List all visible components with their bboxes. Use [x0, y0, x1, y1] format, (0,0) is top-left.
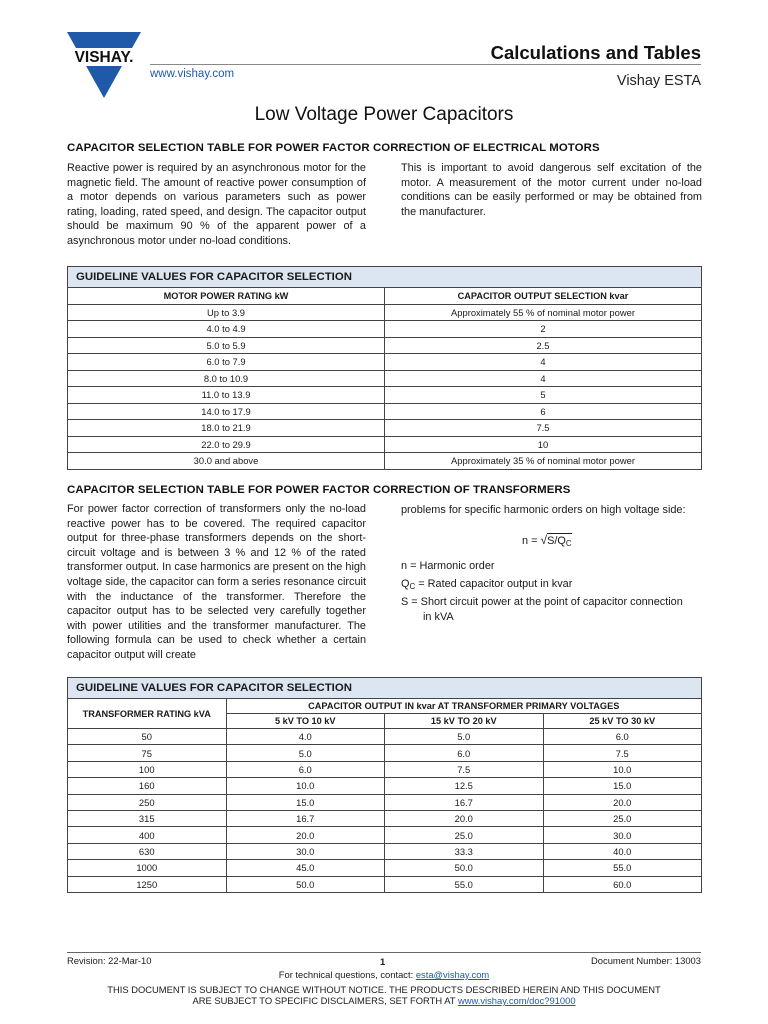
page-number: 1 — [380, 956, 386, 967]
table-cell: 5.0 to 5.9 — [68, 337, 385, 354]
qc-sub: C — [409, 582, 416, 591]
table-row — [68, 337, 702, 354]
table-cell: 22.0 to 29.9 — [68, 436, 385, 453]
column-header: 5 kV TO 10 kV — [226, 714, 385, 729]
transformers-paragraph-right: problems for specific harmonic orders on high voltage side: — [401, 504, 686, 516]
contact-prefix: For technical questions, contact: — [278, 969, 416, 980]
table-cell: 30.0 — [226, 843, 385, 859]
table-cell: 25.0 — [543, 810, 702, 826]
table-row — [68, 745, 702, 761]
table-cell: 50.0 — [385, 860, 544, 876]
harmonic-formula — [522, 533, 572, 548]
table-cell: 20.0 — [226, 827, 385, 843]
disclaimer-line-2 — [0, 995, 768, 1006]
contact-email-link[interactable]: esta@vishay.com — [415, 969, 490, 980]
table-cell: 10.0 — [226, 778, 385, 794]
table-cell: 45.0 — [226, 860, 385, 876]
table-cell: 8.0 to 10.9 — [68, 370, 385, 387]
table-cell: 160 — [68, 778, 227, 794]
disclaimer-link[interactable]: www.vishay.com/doc?91000 — [457, 995, 576, 1006]
column-header: 25 kV TO 30 kV — [543, 714, 702, 729]
table-cell: 7.5 — [543, 745, 702, 761]
qc-symbol: Q — [401, 578, 410, 590]
section-heading-transformers: CAPACITOR SELECTION TABLE FOR POWER FACTOR CORRECTION OF TRANSFORMERS — [67, 484, 571, 496]
qc-text: = Rated capacitor output in kvar — [415, 578, 573, 590]
header-subtitle: Vishay ESTA — [616, 73, 701, 89]
revision-date: Revision: 22-Mar-10 — [67, 955, 152, 966]
table-cell: 14.0 to 17.9 — [68, 403, 385, 420]
table-cell: 4.0 to 4.9 — [68, 321, 385, 338]
formula-lhs: n = — [522, 535, 538, 547]
table-row — [68, 761, 702, 777]
table-cell: 16.7 — [385, 794, 544, 810]
disclaimer-prefix: ARE SUBJECT TO SPECIFIC DISCLAIMERS, SET FORTH AT — [192, 995, 458, 1006]
document-title: Low Voltage Power Capacitors — [254, 104, 514, 125]
table-row — [68, 403, 702, 420]
table-row — [68, 436, 702, 453]
column-group-header: CAPACITOR OUTPUT IN kvar AT TRANSFORMER PRIMARY VOLTAGES — [226, 699, 702, 714]
table-cell: 33.3 — [385, 843, 544, 859]
table-cell: 20.0 — [385, 810, 544, 826]
table-cell: 2 — [385, 321, 702, 338]
table-cell: 4.0 — [226, 729, 385, 745]
vishay-logo — [65, 24, 143, 100]
table-cell: 30.0 — [543, 827, 702, 843]
table-cell: 55.0 — [543, 860, 702, 876]
table-row — [68, 453, 702, 470]
header-rule — [150, 64, 701, 65]
table-cell: 7.5 — [385, 420, 702, 437]
table-cell: 100 — [68, 761, 227, 777]
table-cell: Up to 3.9 — [68, 304, 385, 321]
table-row — [68, 321, 702, 338]
table-row — [68, 843, 702, 859]
transformer-capacitor-table — [67, 677, 702, 893]
definition-s: S = Short circuit power at the point of capacitor connection — [401, 596, 683, 608]
header-title: Calculations and Tables — [490, 42, 701, 63]
definition-s-cont: in kVA — [423, 611, 454, 623]
contact-line — [0, 969, 768, 980]
motors-paragraph-right: This is important to avoid dangerous self excitation of the motor. A measurement of the motor current under no-load conditions can be easily performed or may be obtained from the manufacturer. — [401, 162, 702, 218]
table-cell: 5 — [385, 387, 702, 404]
table-row — [68, 860, 702, 876]
definition-n: n = Harmonic order — [401, 560, 495, 572]
table-cell: 1250 — [68, 876, 227, 892]
table-cell: 12.5 — [385, 778, 544, 794]
table-row — [68, 420, 702, 437]
table-cell: 25.0 — [385, 827, 544, 843]
table-row — [68, 354, 702, 371]
table-row — [68, 387, 702, 404]
table-row — [68, 810, 702, 826]
table-cell: 55.0 — [385, 876, 544, 892]
table-cell: 250 — [68, 794, 227, 810]
table-caption: GUIDELINE VALUES FOR CAPACITOR SELECTION — [68, 678, 702, 699]
table-cell: 315 — [68, 810, 227, 826]
table-cell: 50.0 — [226, 876, 385, 892]
column-header: 15 kV TO 20 kV — [385, 714, 544, 729]
table-cell: Approximately 35 % of nominal motor power — [385, 453, 702, 470]
table-cell: 1000 — [68, 860, 227, 876]
table-cell: 20.0 — [543, 794, 702, 810]
table-cell: 11.0 to 13.9 — [68, 387, 385, 404]
table-row — [68, 304, 702, 321]
table-cell: 6.0 — [385, 745, 544, 761]
table-cell: 30.0 and above — [68, 453, 385, 470]
transformers-paragraph-left: For power factor correction of transformers only the no-load reactive power has to be covered. The required capacitor output for three-phase transformers depends on the short-circuit voltage and is between 3 % and 12 % of the rated transformer output. In case harmonics are present on the high voltage side, the capacitor can form a series resonance circuit with the inductance of the transformer. Therefore the capacitor output has to be selected very carefully together with power utilities and the transformer manufacturer. The following formula can be used to check whether a certain capacitor output will create — [67, 503, 366, 661]
table-cell: 6 — [385, 403, 702, 420]
website-link[interactable]: www.vishay.com — [150, 68, 235, 80]
definition-qc — [401, 578, 572, 591]
section-heading-motors: CAPACITOR SELECTION TABLE FOR POWER FACTOR CORRECTION OF ELECTRICAL MOTORS — [67, 142, 600, 154]
table-row — [68, 370, 702, 387]
sqrt-symbol: √ — [540, 533, 548, 547]
motor-capacitor-table — [67, 266, 702, 470]
table-cell: 5.0 — [226, 745, 385, 761]
table-cell: 7.5 — [385, 761, 544, 777]
table-cell: 10.0 — [543, 761, 702, 777]
table-row — [68, 778, 702, 794]
table-cell: 630 — [68, 843, 227, 859]
table-cell: 2.5 — [385, 337, 702, 354]
column-header: TRANSFORMER RATING kVA — [68, 699, 227, 729]
footer-rule — [67, 952, 701, 953]
table-cell: 15.0 — [543, 778, 702, 794]
column-header: CAPACITOR OUTPUT SELECTION kvar — [385, 288, 702, 305]
document-number: Document Number: 13003 — [591, 955, 701, 966]
table-row — [68, 794, 702, 810]
table-cell: 400 — [68, 827, 227, 843]
table-cell: 15.0 — [226, 794, 385, 810]
table-cell: 16.7 — [226, 810, 385, 826]
motors-paragraph-left: Reactive power is required by an asynchronous motor for the magnetic field. The amount of reactive power consumption of a motor depends on various parameters such as power rating, loading, rated speed, and design. The capacitor output should be maximum 90 % of the apparent power of a asynchronous motor under no-load conditions. — [67, 162, 366, 247]
formula-sub: C — [565, 539, 572, 548]
table-cell: 6.0 to 7.9 — [68, 354, 385, 371]
table-cell: 60.0 — [543, 876, 702, 892]
formula-rhs: S/Q — [547, 535, 566, 547]
table-cell: 75 — [68, 745, 227, 761]
table-cell: 18.0 to 21.9 — [68, 420, 385, 437]
table-row — [68, 729, 702, 745]
table-row — [68, 876, 702, 892]
table-caption: GUIDELINE VALUES FOR CAPACITOR SELECTION — [68, 267, 702, 288]
table-cell: Approximately 55 % of nominal motor power — [385, 304, 702, 321]
table-cell: 50 — [68, 729, 227, 745]
column-header: MOTOR POWER RATING kW — [68, 288, 385, 305]
table-cell: 5.0 — [385, 729, 544, 745]
table-cell: 4 — [385, 370, 702, 387]
table-row — [68, 827, 702, 843]
logo-wordmark: VISHAY. — [74, 49, 134, 66]
table-cell: 4 — [385, 354, 702, 371]
table-cell: 6.0 — [226, 761, 385, 777]
table-cell: 6.0 — [543, 729, 702, 745]
table-cell: 10 — [385, 436, 702, 453]
table-cell: 40.0 — [543, 843, 702, 859]
disclaimer-line-1: THIS DOCUMENT IS SUBJECT TO CHANGE WITHOUT NOTICE. THE PRODUCTS DESCRIBED HEREIN AND THIS DOCUMENT — [107, 984, 661, 995]
